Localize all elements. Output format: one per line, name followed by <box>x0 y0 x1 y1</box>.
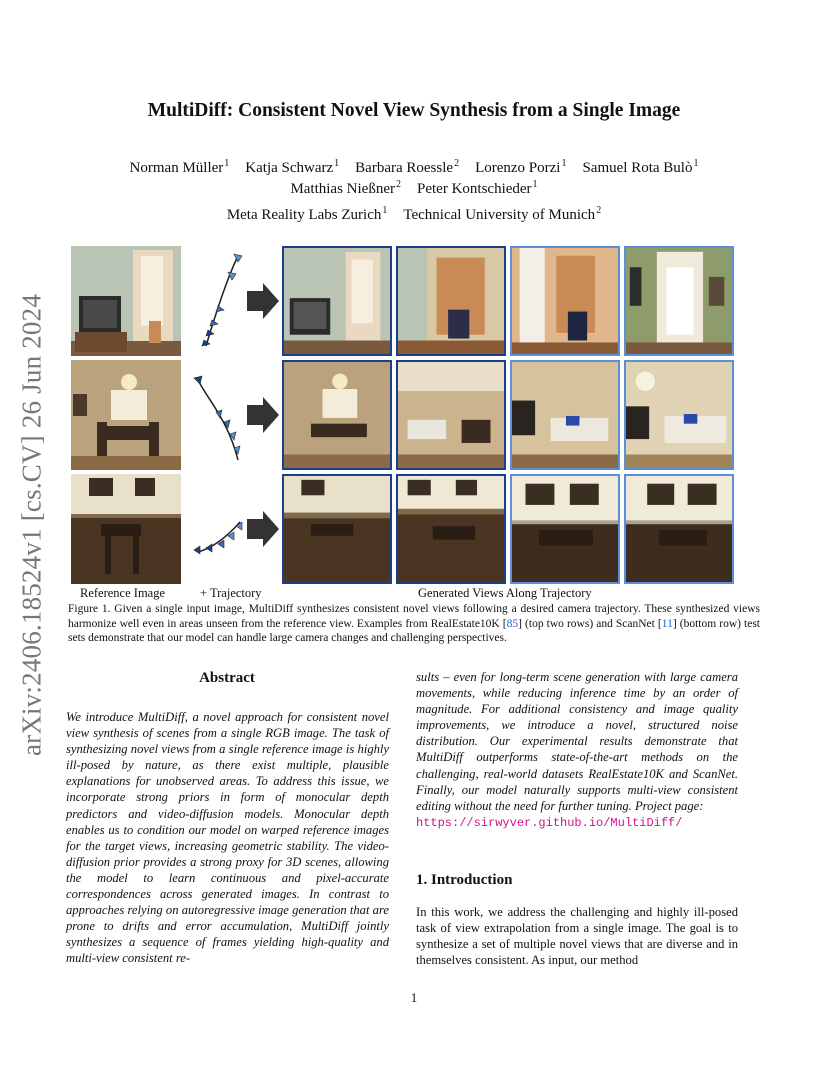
project-url-link[interactable]: https://sirwyver.github.io/MultiDiff/ <box>416 815 683 830</box>
citation-link[interactable]: 85 <box>506 617 519 630</box>
abstract-body-right: sults – even for long-term scene generation with large camera movements, while reducing inference time by an order of magnitude. For additional consistency and image quality improvements, we introduce a novel, structured noise distribution. Our experimental results demonstrate that MultiDiff outperforms state-of-the-art methods on the challenging, real-world datasets RealEstate10K and ScanNet. Finally, our model naturally supports multi-view consistent editing without the need for further tuning. Project page: https://sirwyver.github.io/MultiDiff/ <box>416 670 738 830</box>
arrow-icon <box>247 511 279 547</box>
generated-view <box>282 360 392 470</box>
author-name: Matthias Nießner$^2$ <box>290 179 401 197</box>
reference-image <box>71 474 181 584</box>
generated-view <box>396 246 506 356</box>
page-number: 1 <box>410 990 418 1005</box>
generated-view <box>510 360 620 470</box>
trajectory-2 <box>188 360 252 470</box>
trajectory-1 <box>188 246 252 356</box>
generated-view <box>510 246 620 356</box>
author-name: Peter Kontschieder$^1$ <box>417 179 538 197</box>
figure-caption: Figure 1. Given a single input image, MultiDiff synthesizes consistent novel views following a desired camera trajectory. These synthesized views harmonize well even in areas unseen from the reference view. Examples from RealEstate10K [85] (top two rows) and ScanNet [11] (bottom row) test sets demonstrate that our model can handle large camera changes and challenging perspectives. <box>68 603 760 644</box>
author-name: Norman Müller$^1$ <box>129 158 230 176</box>
generated-view <box>624 474 734 584</box>
arxiv-id: arXiv:2406.18524v1 [cs.CV] 26 Jun 2024 <box>16 293 47 757</box>
section-heading-introduction: 1. Introduction <box>416 872 513 888</box>
label-reference-image: Reference Image <box>80 586 166 600</box>
reference-image <box>71 360 181 470</box>
trajectory-3 <box>188 474 252 584</box>
generated-view <box>282 474 392 584</box>
generated-view <box>624 360 734 470</box>
author-name: Samuel Rota Bulò$^1$ <box>582 158 699 176</box>
arrow-icon <box>247 397 279 433</box>
reference-image <box>71 246 181 356</box>
author-name: Lorenzo Porzi$^1$ <box>475 158 567 176</box>
generated-view <box>396 474 506 584</box>
affiliation-name: Meta Reality Labs Zurich$^1$ <box>226 205 388 223</box>
abstract-heading: Abstract <box>199 670 255 686</box>
arrow-icon <box>247 283 279 319</box>
abstract-body-left: We introduce MultiDiff, a novel approach for consistent novel view synthesis of scenes from a single RGB image. The task of synthesizing novel views from a single reference image is highly ill-posed by nature, as there exist multiple, plausible explanations for unobserved areas. To address this issue, we incorporate strong priors in form of monocular depth predictors and video-diffusion models. Monocular depth enables us to condition our model on warped reference images for the target views, increasing geometric stability. The video-diffusion prior provides a strong proxy for 3D scenes, allowing the model to learn continuous and pixel-accurate correspondences across generated images. In contrast to approaches relying on autoregressive image generation that are prone to drifts and error accumulation, MultiDiff jointly synthesizes a sequence of frames yielding high-quality and multi-view consistent re- <box>66 710 389 966</box>
label-trajectory: + Trajectory <box>200 586 262 600</box>
author-name: Barbara Roessle$^2$ <box>355 158 460 176</box>
affiliation-name: Technical University of Munich$^2$ <box>403 205 602 223</box>
author-name: Katja Schwarz$^1$ <box>245 158 340 176</box>
paper-title: MultiDiff: Consistent Novel View Synthesis from a Single Image <box>147 100 681 121</box>
generated-view <box>282 246 392 356</box>
generated-view <box>396 360 506 470</box>
label-generated-views: Generated Views Along Trajectory <box>418 586 592 600</box>
introduction-body: In this work, we address the challenging and highly ill-posed task of view extrapolation from a single image. The goal is to synthesize a set of multiple novel views that are diverse and in themselves consistent. As input, our method <box>416 905 738 968</box>
generated-view <box>624 246 734 356</box>
citation-link[interactable]: 11 <box>661 617 673 630</box>
generated-view <box>510 474 620 584</box>
